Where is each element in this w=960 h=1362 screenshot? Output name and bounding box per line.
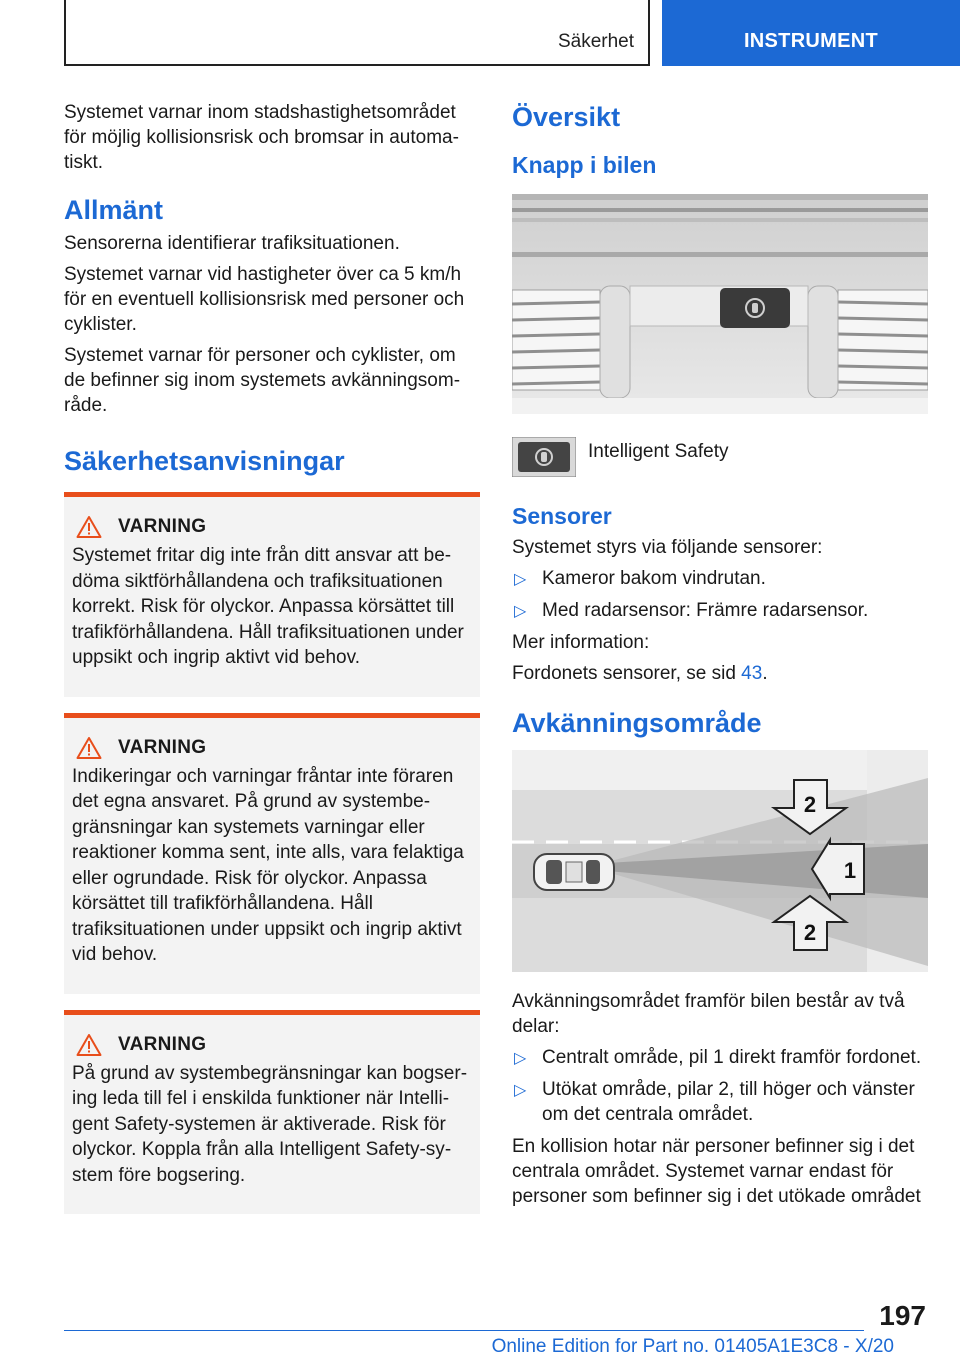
general-text-1: Sensorerna identifierar trafiksituationen. [64,233,400,254]
bullet-arrow-icon: ▷ [514,571,527,588]
sensors-intro: Systemet styrs via följande sensorer: [512,537,823,558]
button-legend [512,437,928,477]
warning-box-1 [64,492,480,697]
more-info-label: Mer information: [512,632,650,653]
warning-title: VARNING [118,516,207,537]
arrow-label-1: 1 [843,858,857,883]
detection-outro: En kollision hotar när personer befinner sig i det centrala området. Systemet varnar endast för personer som befinner sig i det utökade området [512,1136,921,1207]
heading-safety: Säkerhetsanvisningar [64,446,345,476]
list-item: ▷ Med radarsensor: Främre radarsensor. [512,598,928,623]
footer-divider [64,1330,864,1331]
section-header [64,0,650,66]
heading-detection: Avkänningsområde [512,708,762,738]
heading-button: Knapp i bilen [512,152,657,178]
general-text-2: Systemet varnar vid hastigheter över ca 5 km/h för en eventuell kollisionsrisk med personer och cyklister. [64,264,465,335]
dashboard-button-photo [512,194,928,414]
arrow-label-2-bottom: 2 [803,920,817,945]
warning-text: Indikeringar och varningar fråntar inte föraren det egna ansvaret. På grund av systembegränsningar kan systemets varningar eller reaktioner komma sent, inte alls, vara felaktiga eller ogrundade. Risk för olyckor. Anpassa körsättet till trafikförhållandena. Håll trafiksituationen under uppsikt och ingrip aktivt vid behov. [72,765,464,965]
right-column [512,100,928,1215]
left-column [64,100,480,1214]
intro-text: Systemet varnar inom stadshastighetsområdet för möjlig kollisionsrisk och bromsar in automatiskt. [64,102,459,173]
detection-intro: Avkänningsområdet framför bilen består av två delar: [512,991,905,1037]
warning-triangle-icon [76,1033,102,1057]
list-item: ▷ Utökat område, pilar 2, till höger och vänster om det centrala området. [514,1079,915,1125]
warning-text: Systemet fritar dig inte från ditt ansvar att bedöma siktförhållandena och trafiksituationen korrekt. Risk för olyckor. Anpassa körsättet till trafikförhållandena. Håll trafiksituationen under uppsikt och ingrip aktivt vid behov. [72,545,464,668]
list-item: ▷ Kameror bakom vindrutan. [512,566,928,591]
heading-allmant: Allmänt [64,195,164,225]
list-item: ▷ Centralt område, pil 1 direkt framför fordonet. [512,1045,928,1070]
heading-oversikt: Översikt [512,102,621,132]
bullet-arrow-icon: ▷ [514,1082,527,1099]
chapter-tab-label: INSTRUMENT [743,30,879,52]
bullet-arrow-icon: ▷ [514,1050,527,1067]
warning-triangle-icon [76,736,102,760]
warning-box-3 [64,1010,480,1215]
footer-edition: Online Edition for Part no. 01405A1E3C8 - X/20 [491,1336,894,1357]
warning-triangle-icon [76,515,102,539]
warning-text: På grund av systembegränsningar kan bogsering leda till fel i enskilda funktioner när Intelligent Safety-systemen är aktiverade. Risk för olyckor. Koppla från alla Intelligent Safety-system före bogsering. [72,1062,468,1186]
sensors-reference: Fordonets sensorer, se sid 43. [512,663,768,684]
section-title: Säkerhet [557,31,634,52]
warning-title: VARNING [118,736,207,758]
warning-box-2 [64,713,480,994]
general-text-3: Systemet varnar för personer och cyklister, om de befinner sig inom systemets avkänningsområde. [64,345,461,416]
detection-list [512,1045,928,1127]
heading-sensors: Sensorer [512,503,612,529]
intelligent-safety-button-icon [512,437,576,477]
bullet-arrow-icon: ▷ [514,603,527,620]
chapter-tab[interactable] [662,0,960,66]
sensors-list [512,566,928,623]
warning-title: VARNING [118,1033,207,1055]
arrow-label-2-top: 2 [803,792,817,817]
button-label: Intelligent Safety [588,441,729,462]
page-link[interactable]: 43 [741,663,763,684]
page-number: 197 [879,1300,926,1331]
detection-area-diagram [512,750,928,972]
